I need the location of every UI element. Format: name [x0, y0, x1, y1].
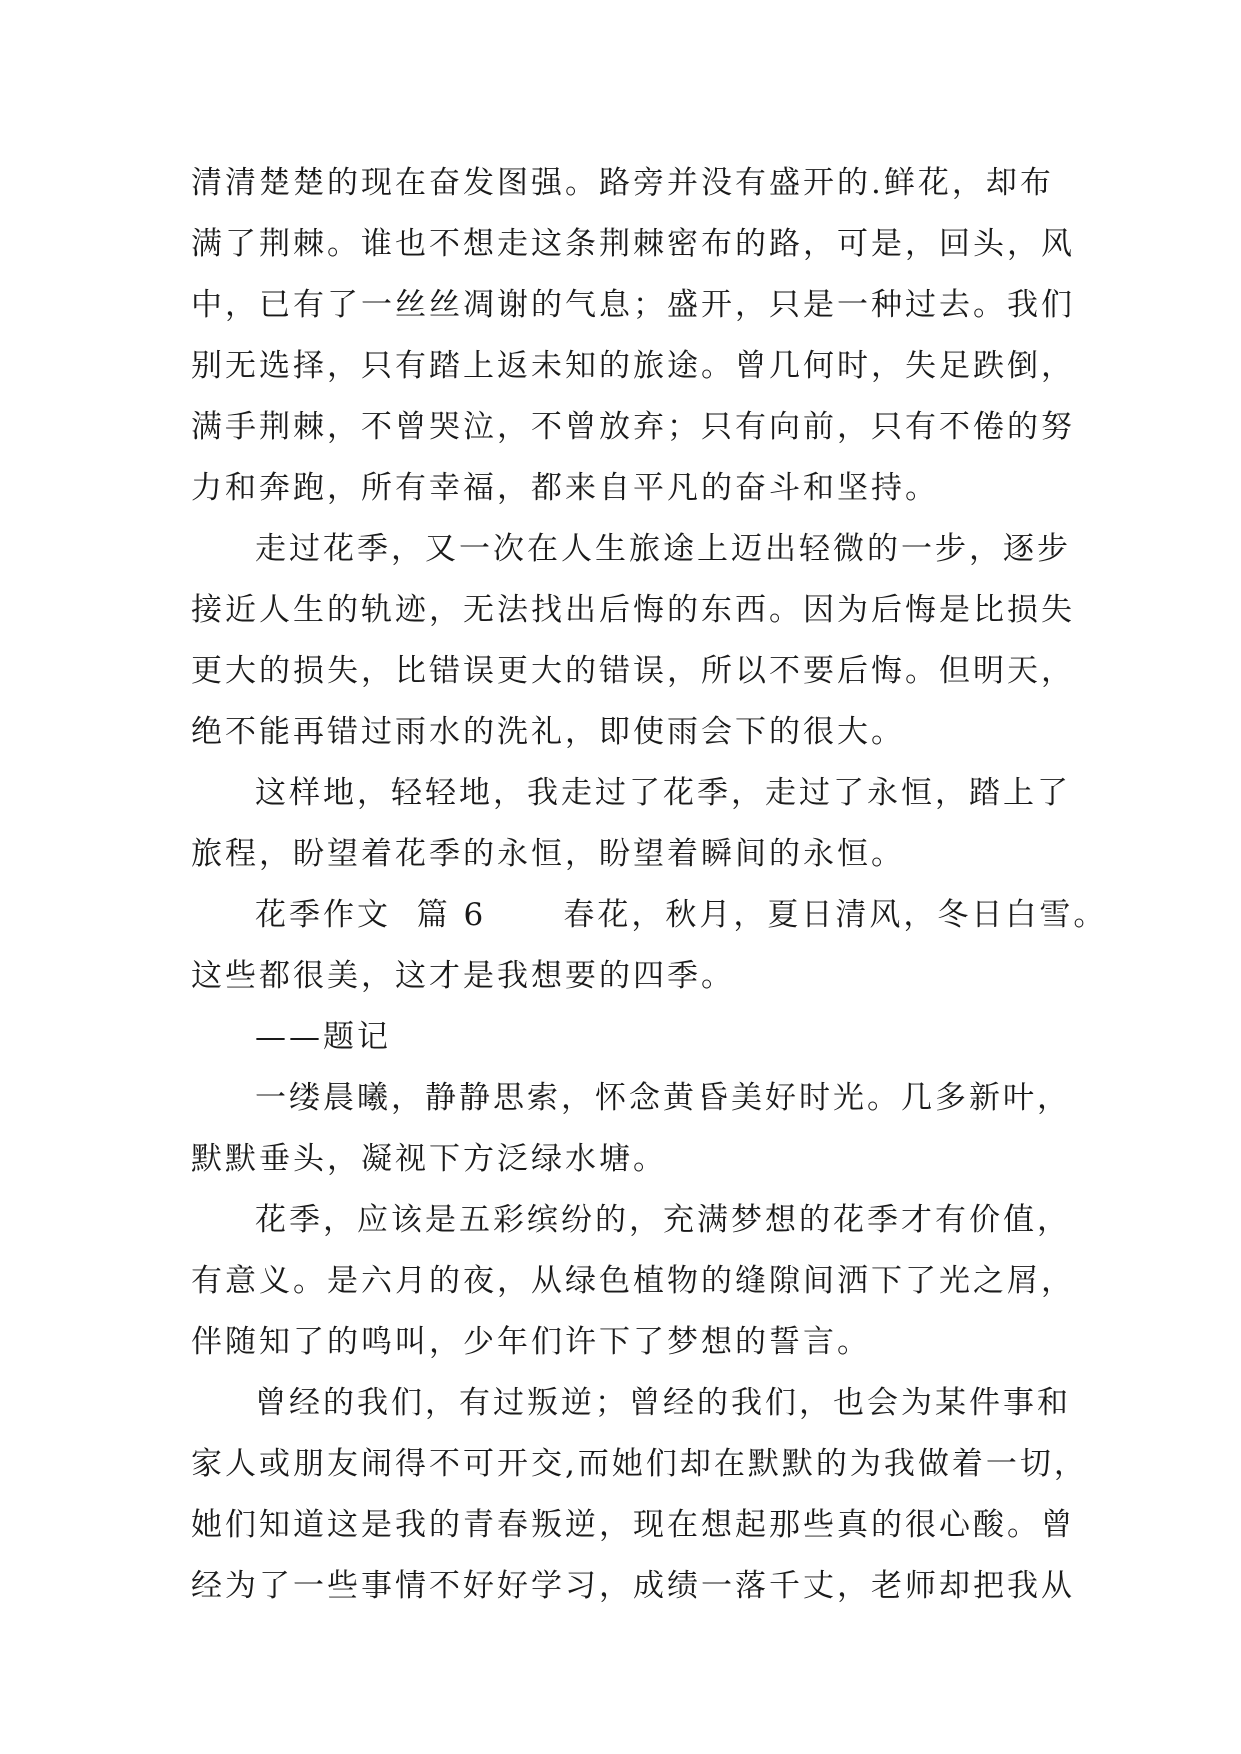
text-line: 这些都很美，这才是我想要的四季。	[191, 958, 735, 994]
section-heading-line: 花季作文 篇 6 春花，秋月，夏日清风，冬日白雪。	[255, 897, 1108, 933]
text-line: 接近人生的轨迹，无法找出后悔的东西。因为后悔是比损失	[191, 592, 1075, 628]
paragraph-start-line: 走过花季，又一次在人生旅途上迈出轻微的一步，逐步	[255, 531, 1071, 567]
epigraph-attribution: ——题记	[255, 1019, 391, 1055]
text-line: 满手荆棘，不曾哭泣，不曾放弃；只有向前，只有不倦的努	[191, 409, 1075, 445]
paragraph-start-line: 这样地，轻轻地，我走过了花季，走过了永恒，踏上了	[255, 775, 1071, 811]
paragraph-start-line: 花季，应该是五彩缤纷的，充满梦想的花季才有价值，	[255, 1202, 1071, 1238]
text-line: 中，已有了一丝丝凋谢的气息；盛开，只是一种过去。我们	[191, 287, 1075, 323]
text-line: 清清楚楚的现在奋发图强。路旁并没有盛开的.鲜花，却布	[191, 165, 1054, 201]
text-line: 绝不能再错过雨水的洗礼，即使雨会下的很大。	[191, 714, 905, 750]
paragraph-start-line: 曾经的我们，有过叛逆；曾经的我们，也会为某件事和	[255, 1385, 1071, 1421]
text-line: 满了荆棘。谁也不想走这条荆棘密布的路，可是，回头，风	[191, 226, 1075, 262]
text-line: 经为了一些事情不好好学习，成绩一落千丈，老师却把我从	[191, 1568, 1075, 1604]
text-line: 旅程，盼望着花季的永恒，盼望着瞬间的永恒。	[191, 836, 905, 872]
text-line: 有意义。是六月的夜，从绿色植物的缝隙间洒下了光之屑，	[191, 1263, 1075, 1299]
text-line: 家人或朋友闹得不可开交,而她们却在默默的为我做着一切，	[191, 1446, 1088, 1482]
text-line: 更大的损失，比错误更大的错误，所以不要后悔。但明天，	[191, 653, 1075, 689]
body-text	[191, 153, 1108, 1617]
text-line: 默默垂头，凝视下方泛绿水塘。	[191, 1141, 667, 1177]
text-line: 她们知道这是我的青春叛逆，现在想起那些真的很心酸。曾	[191, 1507, 1075, 1543]
text-line: 伴随知了的鸣叫，少年们许下了梦想的誓言。	[191, 1324, 871, 1360]
paragraph-start-line: 一缕晨曦，静静思索，怀念黄昏美好时光。几多新叶，	[255, 1080, 1071, 1116]
text-line: 别无选择，只有踏上返未知的旅途。曾几何时，失足跌倒，	[191, 348, 1075, 384]
text-line: 力和奔跑，所有幸福，都来自平凡的奋斗和坚持。	[191, 470, 939, 506]
